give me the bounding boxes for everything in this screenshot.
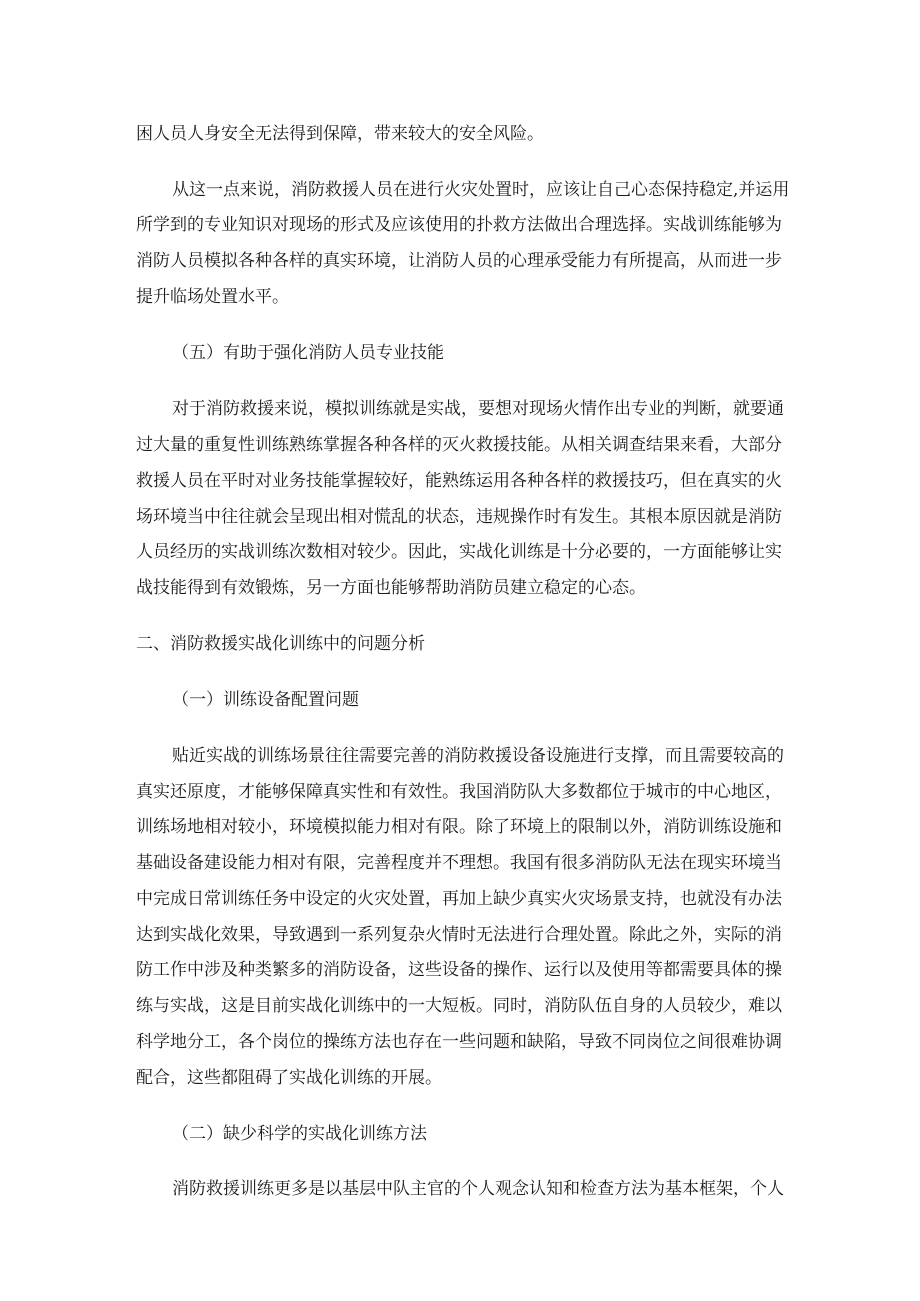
subsection-heading: （二）缺少科学的实战化训练方法 [172, 1124, 427, 1144]
paragraph-line: 消防救援训练更多是以基层中队主官的个人观念认知和检查方法为基本框架，个人 [172, 1179, 784, 1199]
paragraph-line: 提升临场处置水平。 [136, 287, 289, 307]
paragraph-line: 训练场地相对较小，环境模拟能力相对有限。除了环境上的限制以外，消防训练设施和 [136, 817, 782, 837]
paragraph-line: 消防人员模拟各种各样的真实环境，让消防人员的心理承受能力有所提高，从而进一步 [136, 251, 782, 271]
paragraph-line: 战技能得到有效锻炼，另一方面也能够帮助消防员建立稳定的心态。 [136, 578, 646, 598]
paragraph-line: 中完成日常训练任务中设定的火灾处置，再加上缺少真实火灾场景支持，也就没有办法 [136, 889, 782, 909]
paragraph-continuation-line: 困人员人身安全无法得到保障，带来较大的安全风险。 [136, 124, 544, 144]
paragraph-line: 场环境当中往往就会呈现出相对慌乱的状态，违规操作时有发生。其根本原因就是消防 [136, 507, 782, 527]
paragraph-line: 过大量的重复性训练熟练掌握各种各样的灭火救援技能。从相关调查结果来看，大部分 [136, 435, 782, 455]
section-heading: 二、消防救援实战化训练中的问题分析 [136, 634, 425, 654]
paragraph-line: 达到实战化效果，导致遇到一系列复杂火情时无法进行合理处置。除此之外，实际的消 [136, 925, 782, 945]
paragraph-line: 对于消防救援来说，模拟训练就是实战，要想对现场火情作出专业的判断，就要通 [172, 399, 784, 419]
paragraph-line: 救援人员在平时对业务技能掌握较好，能熟练运用各种各样的救援技巧，但在真实的火 [136, 471, 782, 491]
paragraph-line: 真实还原度，才能够保障真实性和有效性。我国消防队大多数都位于城市的中心地区， [136, 782, 782, 802]
paragraph-line: 所学到的专业知识对现场的形式及应该使用的扑救方法做出合理选择。实战训练能够为 [136, 215, 782, 235]
paragraph-line: 防工作中涉及种类繁多的消防设备，这些设备的操作、运行以及使用等都需要具体的操 [136, 960, 782, 980]
paragraph-line: 从这一点来说，消防救援人员在进行火灾处置时，应该让自己心态保持稳定,并运用 [172, 180, 790, 200]
subsection-heading: （一）训练设备配置问题 [172, 690, 359, 710]
paragraph-line: 配合，这些都阻碍了实战化训练的开展。 [136, 1068, 442, 1088]
paragraph-line: 科学地分工，各个岗位的操练方法也存在一些问题和缺陷，导致不同岗位之间很难协调 [136, 1032, 782, 1052]
paragraph-line: 练与实战，这是目前实战化训练中的一大短板。同时，消防队伍自身的人员较少，难以 [136, 996, 782, 1016]
subsection-heading: （五）有助于强化消防人员专业技能 [172, 343, 444, 363]
paragraph-line: 基础设备建设能力相对有限，完善程度并不理想。我国有很多消防队无法在现实环境当 [136, 853, 782, 873]
paragraph-line: 人员经历的实战训练次数相对较少。因此，实战化训练是十分必要的，一方面能够让实 [136, 542, 782, 562]
paragraph-line: 贴近实战的训练场景往往需要完善的消防救援设备设施进行支撑，而且需要较高的 [172, 746, 784, 766]
